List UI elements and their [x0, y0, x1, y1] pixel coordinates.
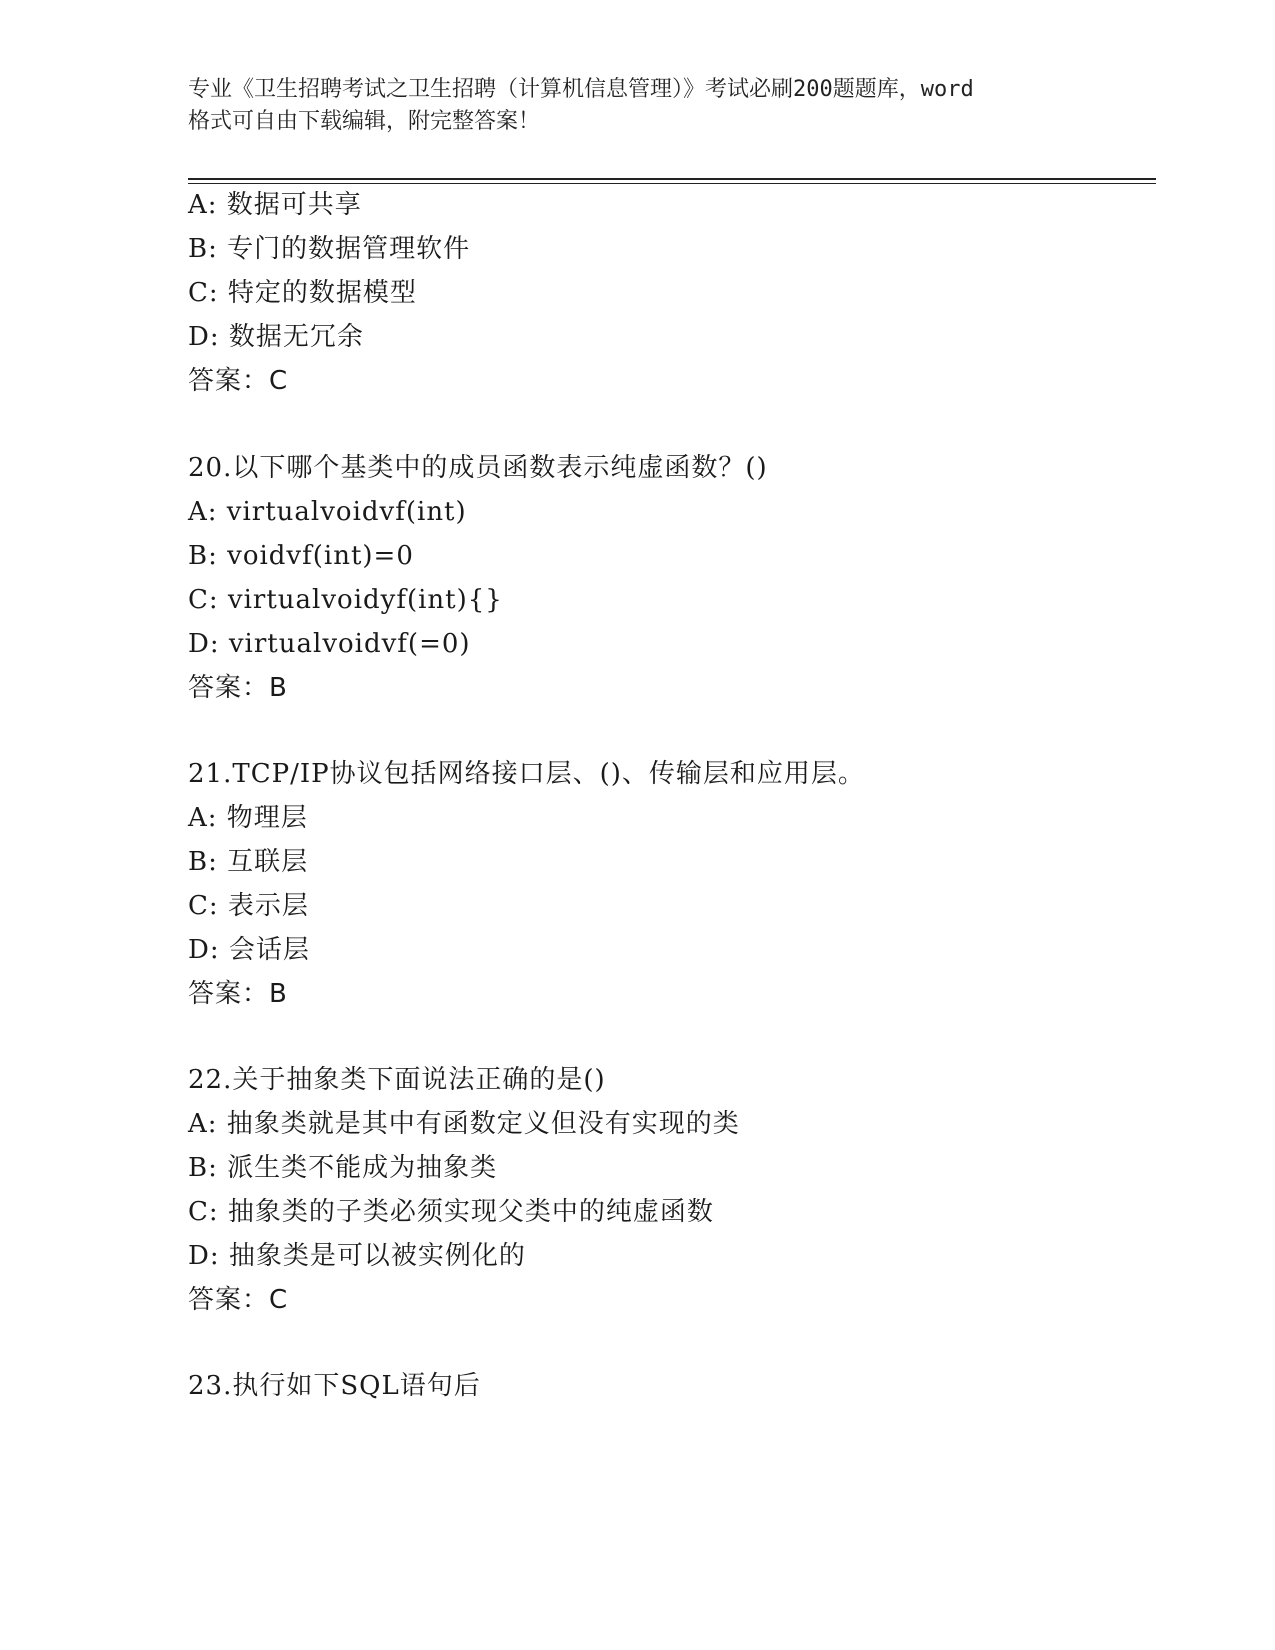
q22-stem: 22.关于抽象类下面说法正确的是() [188, 1065, 606, 1095]
q20-option-b: B: voidvf(int)=0 [188, 541, 414, 571]
q20-stem: 20.以下哪个基类中的成员函数表示纯虚函数？() [188, 453, 768, 483]
q20-option-d: D: virtualvoidvf(=0) [188, 629, 471, 659]
header-line-2: 格式可自由下载编辑，附完整答案！ [188, 109, 541, 134]
document-header [188, 74, 1088, 138]
q22-option-a: A: 抽象类就是其中有函数定义但没有实现的类 [188, 1109, 740, 1139]
q19-option-a: A: 数据可共享 [188, 190, 362, 220]
q19-option-c: C: 特定的数据模型 [188, 278, 417, 308]
q19-option-d: D: 数据无冗余 [188, 322, 364, 352]
header-rule-thick [188, 178, 1156, 180]
q21-answer: 答案：B [188, 979, 288, 1009]
q21-option-b: B: 互联层 [188, 847, 309, 877]
q20-option-c: C: virtualvoidyf(int){} [188, 585, 503, 615]
q21-option-c: C: 表示层 [188, 891, 309, 921]
q22-option-c: C: 抽象类的子类必须实现父类中的纯虚函数 [188, 1197, 714, 1227]
q21-option-a: A: 物理层 [188, 803, 308, 833]
q22-option-d: D: 抽象类是可以被实例化的 [188, 1241, 526, 1271]
q22-answer: 答案：C [188, 1285, 289, 1315]
q20-option-a: A: virtualvoidvf(int) [188, 497, 467, 527]
q20-answer: 答案：B [188, 673, 288, 703]
q21-option-d: D: 会话层 [188, 935, 310, 965]
q19-answer: 答案：C [188, 366, 289, 396]
q21-stem: 21.TCP/IP协议包括网络接口层、()、传输层和应用层。 [188, 759, 865, 789]
q22-option-b: B: 派生类不能成为抽象类 [188, 1153, 498, 1183]
header-rule-thin [188, 183, 1156, 184]
header-line-1: 专业《卫生招聘考试之卫生招聘（计算机信息管理）》考试必刷200题题库，word [188, 77, 974, 102]
q19-option-b: B: 专门的数据管理软件 [188, 234, 471, 264]
q23-stem: 23.执行如下SQL语句后 [188, 1371, 481, 1401]
